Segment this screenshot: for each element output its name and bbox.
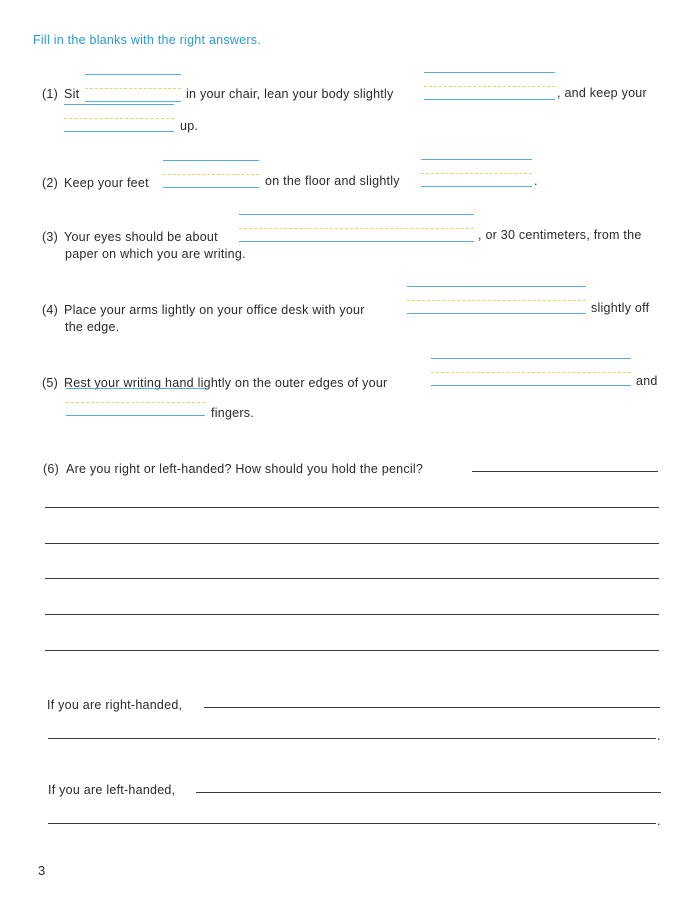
- q3-text-c: paper on which you are writing.: [65, 247, 246, 261]
- page-number: 3: [38, 863, 46, 878]
- q4-number: (4): [42, 303, 59, 317]
- q1-text-a: Sit: [64, 87, 80, 101]
- q5-blank-1[interactable]: [431, 358, 631, 386]
- right-handed-line-1[interactable]: [204, 707, 660, 708]
- q3-blank-1[interactable]: [239, 214, 474, 242]
- q2-blank-2[interactable]: [421, 159, 532, 187]
- q2-text-c: .: [534, 174, 538, 188]
- q1-text-d: up.: [180, 119, 199, 133]
- q1-blank-1[interactable]: [85, 74, 181, 102]
- q6-text-a: Are you right or left-handed? How should you hold the pencil?: [66, 462, 424, 476]
- q5-text-c: fingers.: [211, 406, 254, 420]
- q5-blank-2[interactable]: [66, 388, 205, 416]
- q3-text-a: Your eyes should be about: [64, 230, 218, 244]
- q1-blank-3[interactable]: [64, 104, 174, 132]
- q6-answer-line-2[interactable]: [45, 543, 659, 544]
- q4-text-c: the edge.: [65, 320, 120, 334]
- q2-number: (2): [42, 176, 59, 190]
- left-handed-period: .: [657, 814, 661, 828]
- q2-blank-1[interactable]: [163, 160, 259, 188]
- q6-answer-line-1[interactable]: [45, 507, 659, 508]
- q4-text-a: Place your arms lightly on your office desk with your: [64, 303, 365, 317]
- q3-number: (3): [42, 230, 59, 244]
- left-handed-line-2[interactable]: [48, 823, 656, 824]
- right-handed-period: .: [657, 729, 661, 743]
- q1-text-c: , and keep your: [557, 86, 647, 100]
- instructions: Fill in the blanks with the right answers.: [33, 33, 261, 47]
- q6-answer-line-4[interactable]: [45, 614, 659, 615]
- q4-text-b: slightly off: [591, 301, 650, 315]
- q5-text-a: Rest your writing hand lightly on the outer edges of your: [64, 376, 388, 390]
- left-handed-label: If you are left-handed,: [48, 783, 176, 797]
- q4-blank-1[interactable]: [407, 286, 586, 314]
- q5-text-b: and: [636, 374, 658, 388]
- q2-text-b: on the floor and slightly: [265, 174, 400, 188]
- left-handed-line-1[interactable]: [196, 792, 661, 793]
- q3-text-b: , or 30 centimeters, from the: [478, 228, 642, 242]
- q2-text-a: Keep your feet: [64, 176, 149, 190]
- q6-answer-line-0[interactable]: [472, 471, 658, 472]
- q5-number: (5): [42, 376, 59, 390]
- q1-text-b: in your chair, lean your body slightly: [186, 87, 394, 101]
- right-handed-line-2[interactable]: [48, 738, 656, 739]
- q6-number: (6): [43, 462, 60, 476]
- q1-number: (1): [42, 87, 59, 101]
- q1-blank-2[interactable]: [424, 72, 555, 100]
- right-handed-label: If you are right-handed,: [47, 698, 183, 712]
- q6-answer-line-3[interactable]: [45, 578, 659, 579]
- q6-answer-line-5[interactable]: [45, 650, 659, 651]
